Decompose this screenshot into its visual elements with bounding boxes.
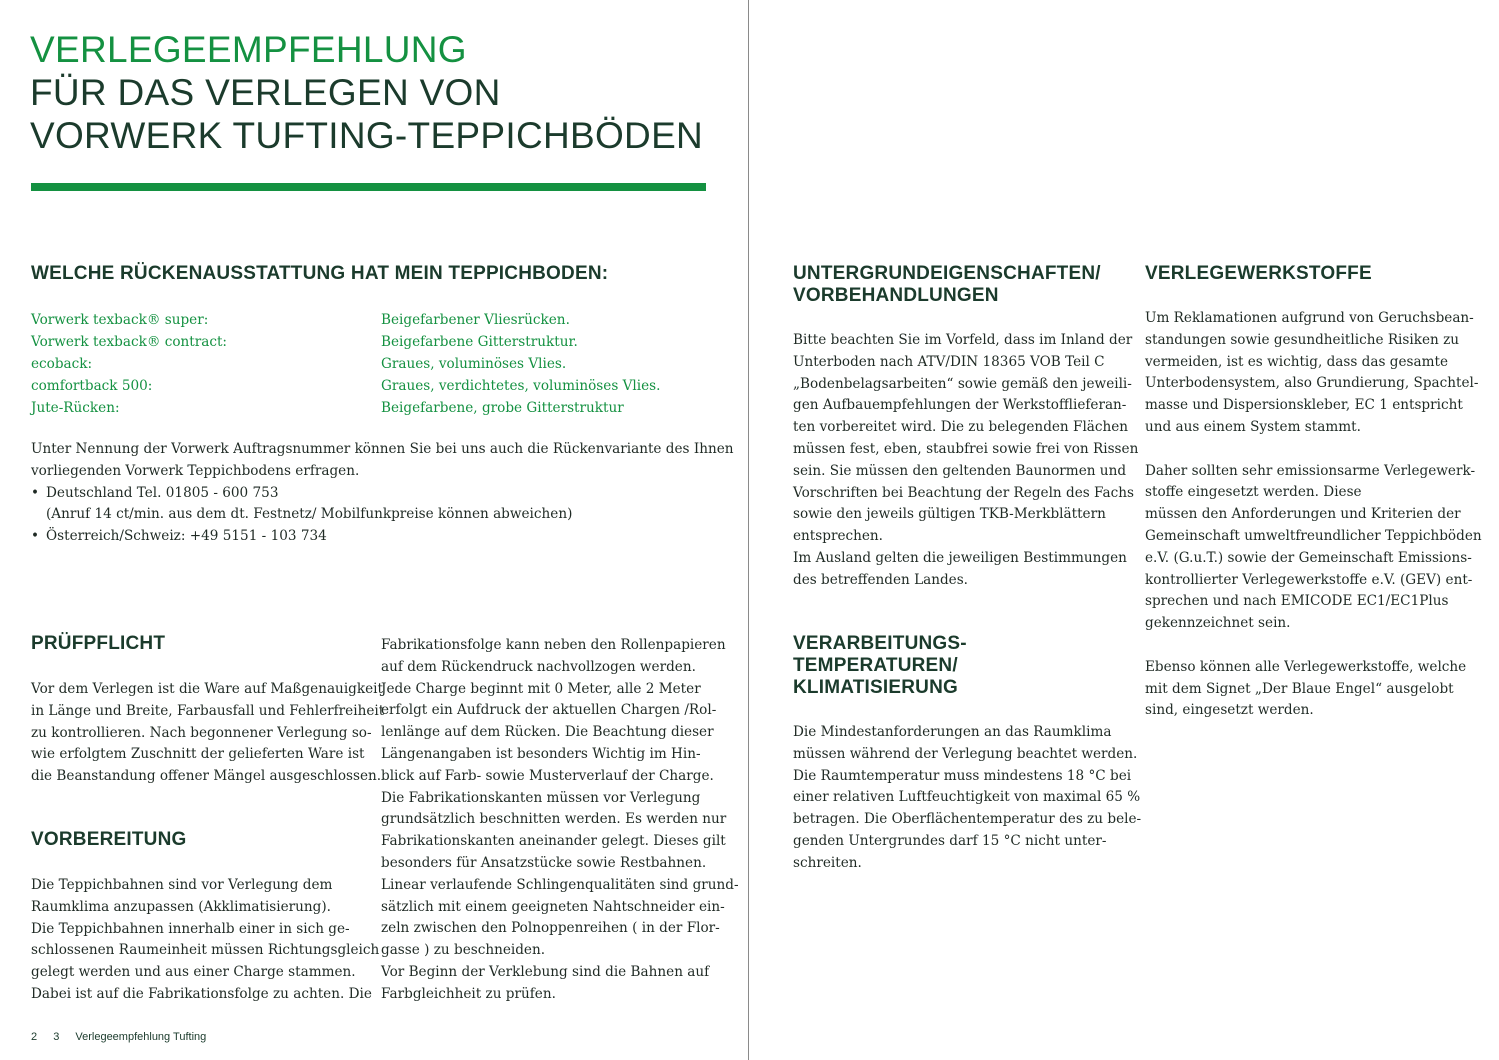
document-title (30, 28, 703, 157)
text-line: masse und Dispersionskleber, EC 1 entspricht (1145, 397, 1463, 414)
fabrikation-text (381, 635, 739, 1006)
text-line: genden Untergrundes darf 15 °C nicht unter- (793, 832, 1107, 849)
title-line-3: VORWERK TUFTING-TEPPICHBÖDEN (30, 115, 704, 156)
backing-row (31, 331, 711, 353)
backing-row (31, 397, 711, 419)
text-line: und aus einem System stammt. (1145, 418, 1361, 435)
text-line: Linear verlaufende Schlingenqualitäten sind grund- (381, 876, 739, 893)
backing-row (31, 375, 711, 397)
backing-heading: WELCHE RÜCKENAUSSTATTUNG HAT MEIN TEPPICHBODEN: (31, 263, 609, 284)
text-line: gekennzeichnet sein. (1145, 615, 1291, 632)
text-line: Ebenso können alle Verlegewerkstoffe, welche (1145, 658, 1467, 675)
text-line: Dabei ist auf die Fabrikationsfolge zu achten. Die (31, 985, 372, 1002)
text-line: müssen während der Verlegung beachtet werden. (793, 745, 1138, 762)
backing-description: Beigefarbener Vliesrücken. (381, 312, 570, 328)
text-line: gen Aufbauempfehlungen der Werkstofflieferan- (793, 397, 1127, 414)
page-number-left: 2 (31, 1031, 38, 1043)
text-line: Längenangaben ist besonders Wichtig im Hin- (381, 745, 701, 762)
text-line: Unterbodensystem, also Grundierung, Spachtel- (1145, 375, 1479, 392)
text-line: Unterboden nach ATV/DIN 18365 VOB Teil C (793, 353, 1105, 370)
text-line: in Länge und Breite, Farbausfall und Fehlerfreiheit (31, 702, 385, 719)
backing-name: Vorwerk texback® super: (31, 312, 209, 328)
text-line: Im Ausland gelten die jeweiligen Bestimmungen (793, 549, 1127, 566)
text-line: Die Teppichbahnen innerhalb einer in sich ge- (31, 920, 350, 937)
text-line: Vor dem Verlegen ist die Ware auf Maßgenauigkeit (31, 681, 383, 697)
text-line: erfolgt ein Aufdruck der aktuellen Chargen /Rol- (381, 702, 717, 719)
text-line: Bitte beachten Sie im Vorfeld, dass im Inland der (793, 332, 1133, 348)
pruefpflicht-heading: PRÜFPFLICHT (31, 633, 166, 654)
text-line: einer relativen Luftfeuchtigkeit von maximal 65 % (793, 789, 1141, 806)
footer-title: Verlegeempfehlung Tufting (75, 1031, 207, 1043)
werkstoffe-heading: VERLEGEWERKSTOFFE (1145, 263, 1372, 284)
text-line: gasse ) zu beschneiden. (381, 942, 546, 959)
werkstoffe-text (1145, 308, 1485, 722)
text-line: des betreffenden Landes. (793, 571, 969, 588)
text-line: Fabrikationskanten aneinander gelegt. Dieses gilt (381, 833, 726, 850)
text-line: ten vorbereitet wird. Die zu belegenden Flächen (793, 419, 1129, 436)
page-footer (31, 1031, 219, 1043)
backing-name: Jute-Rücken: (31, 400, 120, 416)
backing-list (31, 309, 711, 419)
text-line: Vor Beginn der Verklebung sind die Bahnen auf (381, 963, 710, 980)
text-line: kontrollierter Verlegewerkstoffe e.V. (GEV) ent- (1145, 571, 1473, 588)
vorbereitung-text (31, 875, 380, 1006)
text-line: blick auf Farb- sowie Musterverlauf der Charge. (381, 767, 714, 784)
text-line: sein. Sie müssen den geltenden Baunormen und (793, 462, 1127, 479)
text-line: vermeiden, ist es wichtig, dass das gesamte (1145, 353, 1449, 370)
text-line: e.V. (G.u.T.) sowie der Gemeinschaft Emissions- (1145, 549, 1472, 566)
backing-name: ecoback: (31, 356, 93, 372)
text-line: vorliegenden Vorwerk Teppichbodens erfragen. (31, 462, 360, 479)
text-line: wie erfolgtem Zuschnitt der gelieferten Ware ist (31, 746, 365, 763)
contact-list (31, 483, 721, 548)
backing-name: Vorwerk texback® contract: (31, 334, 228, 350)
text-line: sätzlich mit einem geeigneten Nahtschneider ein- (381, 898, 725, 915)
title-underline-bar (31, 183, 706, 191)
pruefpflicht-text (31, 679, 385, 788)
text-line: • Österreich/Schweiz: +49 5151 - 103 734 (46, 528, 327, 545)
backing-note (31, 439, 734, 548)
text-line: Jede Charge beginnt mit 0 Meter, alle 2 Meter (381, 680, 701, 697)
text-line: schreiten. (793, 854, 862, 871)
text-line: müssen fest, eben, staubfrei sowie frei von Rissen (793, 440, 1139, 457)
heading-line: UNTERGRUNDEIGENSCHAFTEN/ (793, 263, 1101, 284)
text-line: besonders für Ansatzstücke sowie Restbahnen. (381, 854, 707, 871)
text-line: auf dem Rückendruck nachvollzogen werden. (381, 658, 696, 675)
text-line: Die Fabrikationskanten müssen vor Verlegung (381, 789, 701, 806)
text-line: lenlänge auf dem Rücken. Die Beachtung dieser (381, 724, 714, 741)
untergrund-heading (793, 263, 1101, 307)
text-line: Fabrikationsfolge kann neben den Rollenpapieren (381, 637, 726, 653)
heading-line: VORBEHANDLUNGEN (793, 285, 999, 306)
text-line: Die Raumtemperatur muss mindestens 18 °C bei (793, 767, 1132, 784)
text-line: Die Teppichbahnen sind vor Verlegung dem (31, 877, 333, 893)
paragraph (1145, 461, 1485, 635)
heading-line: VERARBEITUNGS- (793, 633, 967, 654)
text-line: „Bodenbelagsarbeiten“ sowie gemäß den jeweili- (793, 375, 1132, 392)
text-line: zu kontrollieren. Nach begonnener Verlegung so- (31, 724, 372, 741)
text-line: (Anruf 14 ct/min. aus dem dt. Festnetz/ Mobilfunkpreise können abweichen) (46, 506, 573, 523)
vorbereitung-heading: VORBEREITUNG (31, 829, 187, 850)
text-line: Um Reklamationen aufgrund von Geruchsbean- (1145, 310, 1474, 326)
text-line: Vorschriften bei Beachtung der Regeln des Fachs (793, 484, 1134, 501)
title-line-1: VERLEGEEMPFEHLUNG (30, 29, 467, 70)
text-line: sind, eingesetzt werden. (1145, 702, 1314, 719)
paragraph (1145, 657, 1485, 722)
temperatur-text (793, 722, 1142, 875)
text-line: gelegt werden und aus einer Charge stammen. (31, 964, 356, 981)
text-line: standungen sowie gesundheitliche Risiken zu (1145, 331, 1459, 348)
text-line: entsprechen. (793, 528, 883, 545)
backing-name: comfortback 500: (31, 378, 153, 394)
page-number-right: 3 (53, 1031, 60, 1043)
text-line: grundsätzlich beschnitten werden. Es werden nur (381, 811, 727, 828)
untergrund-text (793, 330, 1139, 592)
paragraph (1145, 308, 1485, 439)
heading-line: KLIMATISIERUNG (793, 677, 958, 698)
backing-description: Graues, voluminöses Vlies. (381, 356, 567, 372)
contact-austria-switzerland (31, 526, 721, 548)
contact-germany (31, 483, 721, 527)
text-line: • Deutschland Tel. 01805 - 600 753 (46, 484, 279, 501)
backing-description: Graues, verdichtetes, voluminöses Vlies. (381, 378, 661, 394)
backing-row (31, 353, 711, 375)
text-line: sowie den jeweils gültigen TKB-Merkblättern (793, 506, 1106, 523)
heading-line: TEMPERATUREN/ (793, 655, 958, 676)
text-line: sprechen und nach EMICODE EC1/EC1Plus (1145, 593, 1449, 610)
page-spread-divider (748, 0, 749, 1060)
temperatur-heading (793, 633, 967, 699)
text-line: die Beanstandung offener Mängel ausgeschlossen. (31, 768, 382, 785)
backing-description: Beigefarbene, grobe Gitterstruktur (381, 400, 624, 416)
text-line: schlossenen Raumeinheit müssen Richtungsgleich (31, 942, 380, 959)
text-line: betragen. Die Oberflächentemperatur des zu bele- (793, 811, 1142, 828)
text-line: müssen den Anforderungen und Kriterien der (1145, 506, 1461, 523)
text-line: Raumklima anzupassen (Akklimatisierung). (31, 898, 331, 915)
text-line: mit dem Signet „Der Blaue Engel“ ausgelobt (1145, 680, 1454, 697)
text-line: Farbgleichheit zu prüfen. (381, 985, 556, 1002)
text-line: Unter Nennung der Vorwerk Auftragsnummer können Sie bei uns auch die Rückenvariante des Ihnen (31, 441, 734, 457)
text-line: Daher sollten sehr emissionsarme Verlegewerk- (1145, 462, 1476, 479)
text-line: Die Mindestanforderungen an das Raumklima (793, 724, 1112, 740)
title-line-2: FÜR DAS VERLEGEN VON (30, 72, 501, 113)
backing-row (31, 309, 711, 331)
text-line: stoffe eingesetzt werden. Diese (1145, 484, 1362, 501)
text-line: Gemeinschaft umweltfreundlicher Teppichböden (1145, 527, 1482, 544)
text-line: zeln zwischen den Polnoppenreihen ( in der Flor- (381, 920, 720, 937)
backing-description: Beigefarbene Gitterstruktur. (381, 334, 578, 350)
